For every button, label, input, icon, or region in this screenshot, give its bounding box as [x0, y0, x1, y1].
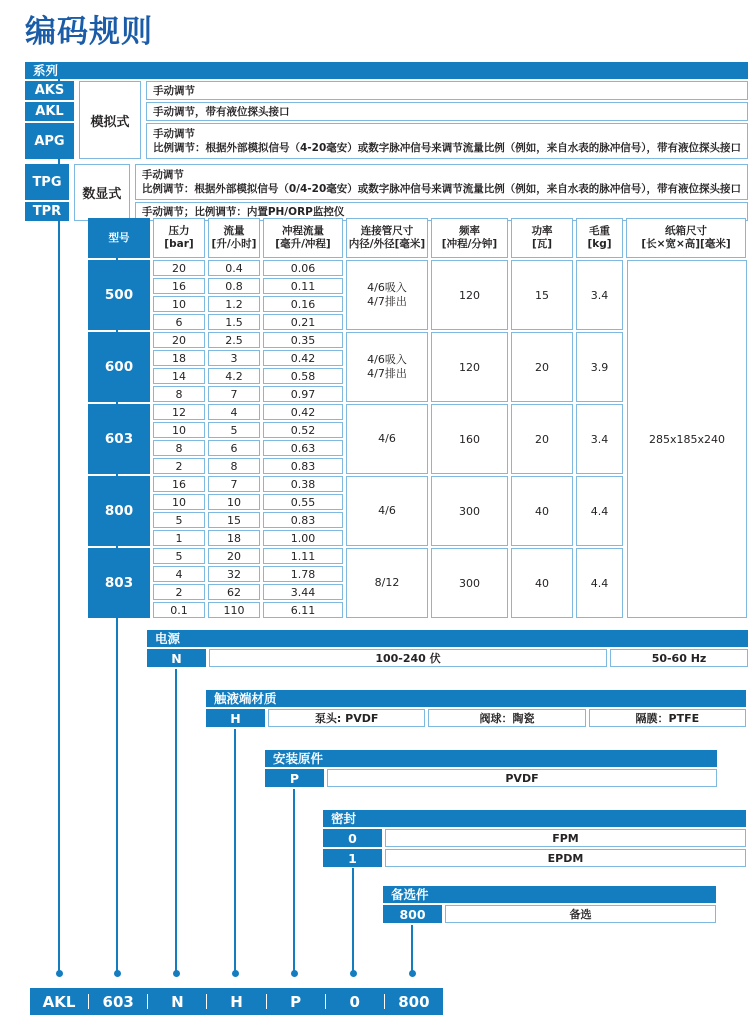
weight-cell: 3.4 — [576, 260, 623, 330]
value-cell: 14 — [153, 368, 205, 384]
value-cell: 18 — [153, 350, 205, 366]
value-cell: 5 — [208, 422, 260, 438]
section-row — [323, 829, 746, 847]
section-2 — [206, 690, 746, 727]
code-segment-0: 0 — [349, 992, 360, 1011]
section-header-bar: 触液端材质 — [206, 690, 746, 707]
section-code-1: 1 — [323, 849, 382, 867]
value-cell: 16 — [153, 278, 205, 294]
value-cell: 16 — [153, 476, 205, 492]
series-code-AKS: AKS — [25, 81, 74, 100]
pipe-size-line: 4/6 — [378, 432, 396, 445]
order-code-bar — [30, 988, 443, 1015]
frequency-cell: 300 — [431, 548, 508, 618]
section-value-cell: PVDF — [327, 769, 717, 787]
value-cell: 10 — [153, 494, 205, 510]
value-cell: 8 — [153, 440, 205, 456]
value-cell: 10 — [153, 422, 205, 438]
value-cell: 12 — [153, 404, 205, 420]
section-header-bar: 电源 — [147, 630, 748, 647]
series-desc-line: 手动调节；比例调节：内置PH/ORP监控仪 — [141, 205, 345, 218]
section-value-cell: 备选 — [445, 905, 716, 923]
value-cell: 0.52 — [263, 422, 343, 438]
power-cell: 20 — [511, 332, 573, 402]
series-desc-line: 手动调节 — [141, 169, 184, 181]
section-header-bar: 备选件 — [383, 886, 716, 903]
series-header-bar: 系列 — [25, 62, 748, 79]
pipe-size-line: 4/7排出 — [367, 367, 407, 380]
series-desc-AKL — [146, 102, 748, 121]
pipe-size-cell — [346, 260, 428, 330]
value-cell: 0.83 — [263, 512, 343, 528]
section-value-cell: FPM — [385, 829, 746, 847]
section-code-0: 0 — [323, 829, 382, 847]
weight-cell: 4.4 — [576, 548, 623, 618]
series-desc-line: 手动调节，带有液位探头接口 — [152, 105, 290, 118]
connector-dot — [173, 970, 180, 977]
series-desc-column — [135, 164, 748, 221]
col-header-2 — [153, 218, 205, 258]
value-cell: 0.83 — [263, 458, 343, 474]
col-header-name: 毛重 — [589, 225, 610, 237]
frequency-cell: 120 — [431, 260, 508, 330]
col-header-unit: [瓦] — [531, 238, 553, 250]
value-stack — [208, 332, 260, 402]
value-cell: 0.06 — [263, 260, 343, 276]
value-cell: 10 — [208, 494, 260, 510]
value-cell: 0.55 — [263, 494, 343, 510]
series-code-column — [25, 81, 74, 159]
code-segment-AKL: AKL — [42, 992, 76, 1011]
value-stack — [208, 476, 260, 546]
connector-line — [116, 258, 118, 262]
value-cell: 5 — [153, 548, 205, 564]
value-cell: 0.21 — [263, 314, 343, 330]
col-header-unit: [升/小时] — [211, 238, 257, 250]
section-5 — [383, 886, 716, 923]
value-cell: 62 — [208, 584, 260, 600]
col-header-name: 流量 — [223, 225, 245, 237]
value-stack — [153, 476, 205, 546]
connector-line — [58, 221, 60, 973]
pipe-size-line: 4/6 — [378, 504, 396, 517]
connector-line — [116, 546, 118, 550]
section-value-cell: 50-60 Hz — [610, 649, 748, 667]
section-row — [265, 769, 717, 787]
model-cell: 800 — [88, 476, 150, 546]
value-cell: 20 — [153, 260, 205, 276]
value-cell: 4 — [153, 566, 205, 582]
pipe-size-cell — [346, 476, 428, 546]
connector-line — [411, 925, 413, 973]
col-header-name: 频率 — [459, 225, 480, 237]
series-group — [25, 164, 748, 221]
value-stack — [208, 548, 260, 618]
value-cell: 0.11 — [263, 278, 343, 294]
pipe-size-line: 4/7排出 — [367, 295, 407, 308]
value-cell: 0.8 — [208, 278, 260, 294]
pipe-size-cell — [346, 548, 428, 618]
power-cell: 40 — [511, 476, 573, 546]
value-cell: 0.4 — [208, 260, 260, 276]
col-header-name: 压力 — [168, 225, 190, 237]
series-desc-TPG — [135, 164, 748, 200]
code-segment-N: N — [171, 992, 184, 1011]
series-block — [25, 62, 748, 221]
value-cell: 2.5 — [208, 332, 260, 348]
col-header-unit: [毫升/冲程] — [275, 238, 331, 250]
value-cell: 3 — [208, 350, 260, 366]
value-stack — [263, 548, 343, 618]
section-code-H: H — [206, 709, 265, 727]
section-value-cell: 隔膜：PTFE — [589, 709, 746, 727]
series-desc-APG — [146, 123, 748, 159]
value-cell: 6 — [153, 314, 205, 330]
value-cell: 15 — [208, 512, 260, 528]
section-header-bar: 密封 — [323, 810, 746, 827]
value-cell: 20 — [153, 332, 205, 348]
series-code-APG: APG — [25, 123, 74, 159]
pipe-size-line: 8/12 — [374, 576, 400, 589]
value-cell: 7 — [208, 386, 260, 402]
pipe-size-line: 4/6吸入 — [367, 281, 407, 294]
model-cell: 803 — [88, 548, 150, 618]
col-header-name: 型号 — [108, 231, 130, 244]
value-cell: 10 — [153, 296, 205, 312]
section-code-N: N — [147, 649, 206, 667]
value-cell: 0.42 — [263, 404, 343, 420]
weight-cell: 3.9 — [576, 332, 623, 402]
connector-dot — [56, 970, 63, 977]
value-stack — [263, 260, 343, 330]
connector-line — [116, 618, 118, 973]
connector-line — [234, 729, 236, 973]
series-code-AKL: AKL — [25, 102, 74, 121]
section-value-cell: 100-240 伏 — [209, 649, 607, 667]
section-value-cell: EPDM — [385, 849, 746, 867]
series-desc-column — [146, 81, 748, 159]
connector-dot — [409, 970, 416, 977]
series-type-label: 数显式 — [74, 164, 130, 221]
col-header-1 — [88, 218, 150, 258]
col-header-name: 冲程流量 — [282, 225, 324, 237]
col-header-unit: 内径/外径[毫米] — [348, 238, 426, 250]
model-cell: 600 — [88, 332, 150, 402]
series-desc-line: 手动调节 — [152, 128, 195, 140]
value-cell: 4 — [208, 404, 260, 420]
section-code-800: 800 — [383, 905, 442, 923]
col-header-unit: [冲程/分钟] — [441, 238, 498, 250]
connector-dot — [114, 970, 121, 977]
value-cell: 0.1 — [153, 602, 205, 618]
col-header-4 — [263, 218, 343, 258]
col-header-unit: [kg] — [587, 238, 612, 250]
value-stack — [263, 476, 343, 546]
value-cell: 20 — [208, 548, 260, 564]
col-header-9 — [626, 218, 746, 258]
series-code-TPR: TPR — [25, 202, 69, 221]
series-code-TPG: TPG — [25, 164, 69, 200]
connector-line — [116, 330, 118, 334]
col-header-6 — [431, 218, 508, 258]
spec-table-header-row — [88, 218, 750, 258]
value-stack — [263, 404, 343, 474]
model-cell: 603 — [88, 404, 150, 474]
value-cell: 0.35 — [263, 332, 343, 348]
value-cell: 1 — [153, 530, 205, 546]
value-cell: 6.11 — [263, 602, 343, 618]
section-row — [383, 905, 716, 923]
value-stack — [153, 332, 205, 402]
value-cell: 0.58 — [263, 368, 343, 384]
series-group — [25, 81, 748, 159]
section-4 — [323, 810, 746, 867]
spec-table — [88, 218, 750, 618]
series-desc-line: 手动调节 — [152, 84, 195, 97]
value-cell: 110 — [208, 602, 260, 618]
code-segment-800: 800 — [398, 992, 430, 1011]
weight-cell: 3.4 — [576, 404, 623, 474]
value-stack — [208, 260, 260, 330]
col-header-3 — [208, 218, 260, 258]
section-value-cell: 泵头: PVDF — [268, 709, 425, 727]
pipe-size-line: 4/6吸入 — [367, 353, 407, 366]
connector-line — [58, 159, 60, 166]
section-row — [323, 849, 746, 867]
value-cell: 0.63 — [263, 440, 343, 456]
series-groups — [25, 81, 748, 221]
frequency-cell: 120 — [431, 332, 508, 402]
series-type-label: 模拟式 — [79, 81, 141, 159]
value-cell: 1.5 — [208, 314, 260, 330]
section-header-bar: 安装原件 — [265, 750, 717, 767]
page-title: 编码规则 — [25, 14, 153, 50]
connector-dot — [232, 970, 239, 977]
weight-cell: 4.4 — [576, 476, 623, 546]
section-row — [206, 709, 746, 727]
frequency-cell: 300 — [431, 476, 508, 546]
col-header-7 — [511, 218, 573, 258]
value-cell: 3.44 — [263, 584, 343, 600]
value-cell: 0.16 — [263, 296, 343, 312]
series-desc-line: 比例调节：根据外部模拟信号（0/4-20毫安）或数字脉冲信号来调节流量比例（例如，来自水表的脉冲信号），带有液位探头接口 — [141, 183, 741, 195]
power-cell: 40 — [511, 548, 573, 618]
section-code-P: P — [265, 769, 324, 787]
connector-dot — [291, 970, 298, 977]
value-stack — [263, 332, 343, 402]
series-desc-line: 比例调节：根据外部模拟信号（4-20毫安）或数字脉冲信号来调节流量比例（例如，来自水表的脉冲信号），带有液位探头接口 — [152, 142, 741, 154]
value-cell: 2 — [153, 584, 205, 600]
connector-line — [293, 789, 295, 973]
value-cell: 1.78 — [263, 566, 343, 582]
carton-size-cell: 285x185x240 — [627, 260, 747, 618]
value-stack — [153, 260, 205, 330]
value-stack — [153, 548, 205, 618]
value-stack — [153, 404, 205, 474]
col-header-unit: [bar] — [164, 238, 194, 250]
pipe-size-cell — [346, 332, 428, 402]
pipe-size-cell — [346, 404, 428, 474]
col-header-unit: [长×宽×高][毫米] — [641, 238, 731, 250]
value-stack — [208, 404, 260, 474]
value-cell: 18 — [208, 530, 260, 546]
col-header-8 — [576, 218, 623, 258]
code-segment-H: H — [230, 992, 243, 1011]
series-code-column — [25, 164, 69, 221]
col-header-name: 连接管尺寸 — [360, 225, 414, 237]
value-cell: 7 — [208, 476, 260, 492]
code-segment-P: P — [290, 992, 302, 1011]
connector-line — [58, 79, 60, 83]
connector-line — [116, 474, 118, 478]
power-cell: 15 — [511, 260, 573, 330]
series-desc-AKS — [146, 81, 748, 100]
section-1 — [147, 630, 748, 667]
value-cell: 0.42 — [263, 350, 343, 366]
value-cell: 6 — [208, 440, 260, 456]
connector-line — [352, 868, 354, 973]
value-cell: 2 — [153, 458, 205, 474]
model-cell: 500 — [88, 260, 150, 330]
connector-line — [116, 402, 118, 406]
value-cell: 4.2 — [208, 368, 260, 384]
value-cell: 8 — [208, 458, 260, 474]
col-header-name: 功率 — [531, 225, 553, 237]
frequency-cell: 160 — [431, 404, 508, 474]
connector-line — [175, 669, 177, 973]
value-cell: 1.2 — [208, 296, 260, 312]
value-cell: 0.38 — [263, 476, 343, 492]
value-cell: 1.00 — [263, 530, 343, 546]
value-cell: 0.97 — [263, 386, 343, 402]
power-cell: 20 — [511, 404, 573, 474]
value-cell: 1.11 — [263, 548, 343, 564]
section-3 — [265, 750, 717, 787]
code-segment-603: 603 — [102, 992, 134, 1011]
value-cell: 5 — [153, 512, 205, 528]
col-header-name: 纸箱尺寸 — [665, 225, 707, 237]
section-row — [147, 649, 748, 667]
value-cell: 32 — [208, 566, 260, 582]
col-header-5 — [346, 218, 428, 258]
value-cell: 8 — [153, 386, 205, 402]
connector-dot — [350, 970, 357, 977]
section-value-cell: 阀球：陶瓷 — [428, 709, 585, 727]
